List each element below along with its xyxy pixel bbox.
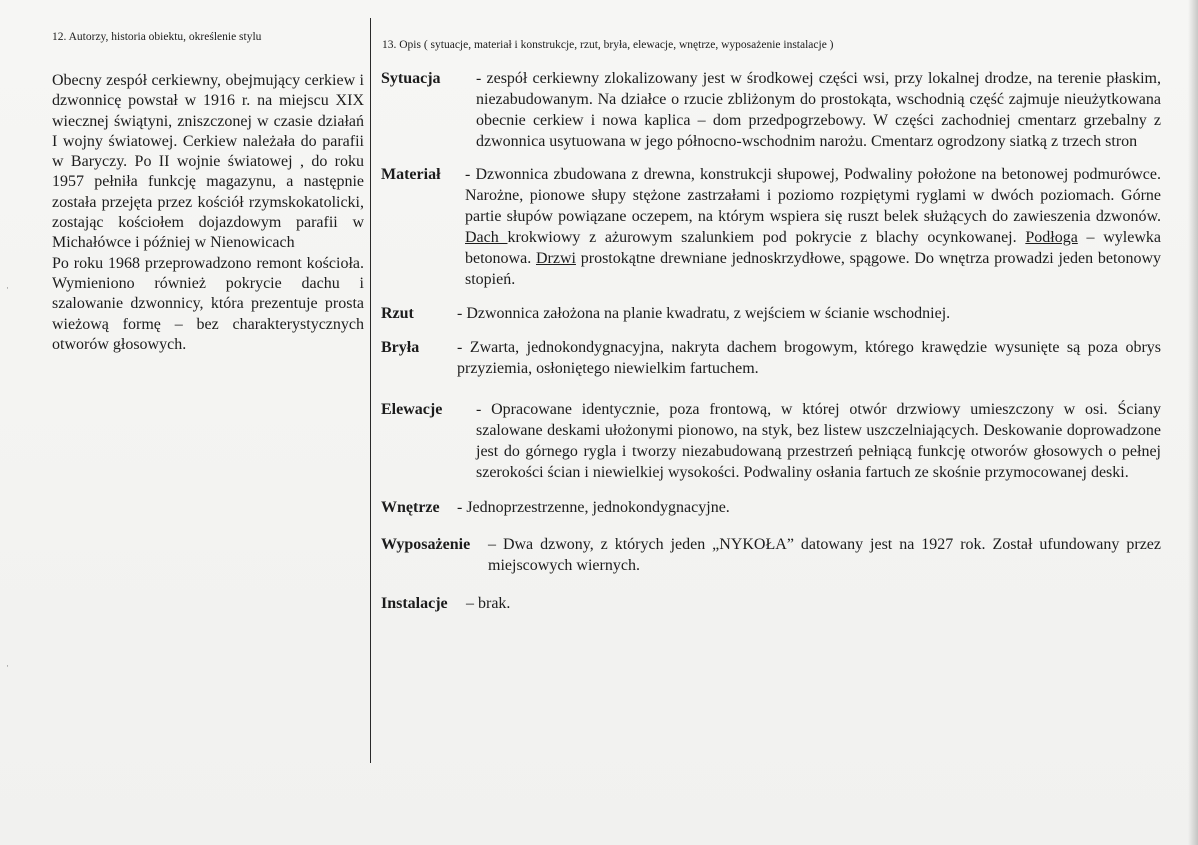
history-paragraph-2: Po roku 1968 przeprowadzono remont kościoła. Wymieniono również pokrycie dachu i szalowanie dzwonnicy, która prezentuje prosta wieżową formę – bez charakterystycznych otworów głosowych. bbox=[52, 254, 364, 353]
entry-text: – brak. bbox=[466, 595, 511, 612]
text-run: - Dzwonnica zbudowana z drewna, konstrukcji słupowej, Podwaliny położone na betonowej podmurówce. Narożne, pionowe słupy stężone zastrzałami i poziomo rozpiętymi ryglami w dwóch poziomach. Górne partie słupów powiązane oczepem, na którym wspiera się ruszt belek służących do zawieszenia dzwonów. bbox=[465, 166, 1161, 225]
entry-label: Elewacje bbox=[381, 401, 443, 418]
entry-text: – Dwa dzwony, z których jeden „NYKOŁA” datowany jest na 1927 rok. Został ufundowany przez miejscowych wiernych. bbox=[488, 536, 1161, 574]
underlined-term: Dach bbox=[465, 229, 508, 246]
history-text bbox=[52, 71, 364, 355]
entry-label: Rzut bbox=[381, 305, 414, 322]
entry-label: Materiał bbox=[381, 166, 441, 183]
section-12-header: 12. Autorzy, historia obiektu, określenie stylu bbox=[52, 31, 262, 43]
entry-text: - zespół cerkiewny zlokalizowany jest w środkowej części wsi, przy lokalnej drodze, na terenie płaskim, niezabudowanym. Na działce o rzucie zbliżonym do prostokąta, wschodnią część zajmuje nieużytkowana obecnie cerkiew i nowa kaplica – dom przedpogrzebowy. W części zachodniej cmentarz grzebalny z dzwonnica usytuowana w jego północno-wschodnim narożu. Cmentarz ogrodzony siatką z trzech stron bbox=[476, 70, 1161, 150]
entry-bryla bbox=[381, 337, 1161, 379]
entry-label: Wyposażenie bbox=[381, 536, 471, 553]
entry-sytuacja bbox=[381, 68, 1161, 152]
entry-label: Bryła bbox=[381, 339, 420, 356]
entry-rzut bbox=[381, 303, 1161, 324]
scan-speck: · bbox=[6, 283, 9, 293]
entry-text: - Dzwonnica założona na planie kwadratu, z wejściem w ścianie wschodniej. bbox=[457, 305, 951, 322]
history-paragraph-1: Obecny zespół cerkiewny, obejmujący cerkiew i dzwonnicę powstał w 1916 r. na miejscu XIX wiecznej świątyni, zniszczonej w czasie działań I wojny światowej. Cerkiew należała do parafii w Baryczy. Po II wojnie światowej , do roku 1957 pełniła funkcję magazynu, a następnie została przejęta przez kościół rzymskokatolicki, zostając kościołem dojazdowym parafii w Michałówce i później w Nienowicach bbox=[52, 72, 364, 252]
description-column bbox=[381, 38, 1161, 614]
scan-speck: · bbox=[6, 661, 9, 671]
entry-label: Wnętrze bbox=[381, 499, 440, 516]
entry-instalacje bbox=[381, 593, 1161, 614]
underlined-term: Podłoga bbox=[1025, 229, 1078, 246]
text-run: prostokątne drewniane jednoskrzydłowe, spągowe. Do wnętrza prowadzi jeden betonowy stopień. bbox=[465, 250, 1161, 288]
entry-wnetrze bbox=[381, 497, 1161, 518]
entry-material bbox=[381, 164, 1161, 290]
scan-edge-shadow bbox=[1188, 0, 1198, 845]
entry-label: Instalacje bbox=[381, 595, 448, 612]
entry-elewacje bbox=[381, 399, 1161, 483]
text-run: – wylewka betonowa. bbox=[465, 229, 1161, 267]
column-divider bbox=[370, 18, 371, 763]
section-13-header: 13. Opis ( sytuacje, materiał i konstrukcje, rzut, bryła, elewacje, wnętrze, wyposażenie instalacje ) bbox=[382, 39, 834, 51]
entry-label: Sytuacja bbox=[381, 70, 441, 87]
underlined-term: Drzwi bbox=[535, 250, 576, 267]
entry-text bbox=[465, 164, 1161, 290]
entry-text: - Jednoprzestrzenne, jednokondygnacyjne. bbox=[457, 499, 730, 516]
entry-wyposazenie bbox=[381, 534, 1161, 576]
entry-text: - Opracowane identycznie, poza frontową, w której otwór drzwiowy umieszczony w osi. Ściany szalowane deskami ułożonymi pionowo, na styk, bez listew uszczelniających. Deskowanie doprowadzone jest do górnego rygla i tworzy niezabudowaną przestrzeń pełniącą funkcję otworów głosowych o pełnej szerokości ścian i niewielkiej wysokości. Podwaliny osłania fartuch ze skośnie przymocowanej deski. bbox=[476, 401, 1161, 481]
entry-text: - Zwarta, jednokondygnacyjna, nakryta dachem brogowym, którego krawędzie wysunięte są poza obrys przyziemia, osłoniętego niewielkim fartuchem. bbox=[457, 339, 1161, 377]
history-column bbox=[52, 30, 364, 355]
text-run: krokwiowy z ażurowym szalunkiem pod pokrycie z blachy ocynkowanej. bbox=[507, 229, 1026, 246]
